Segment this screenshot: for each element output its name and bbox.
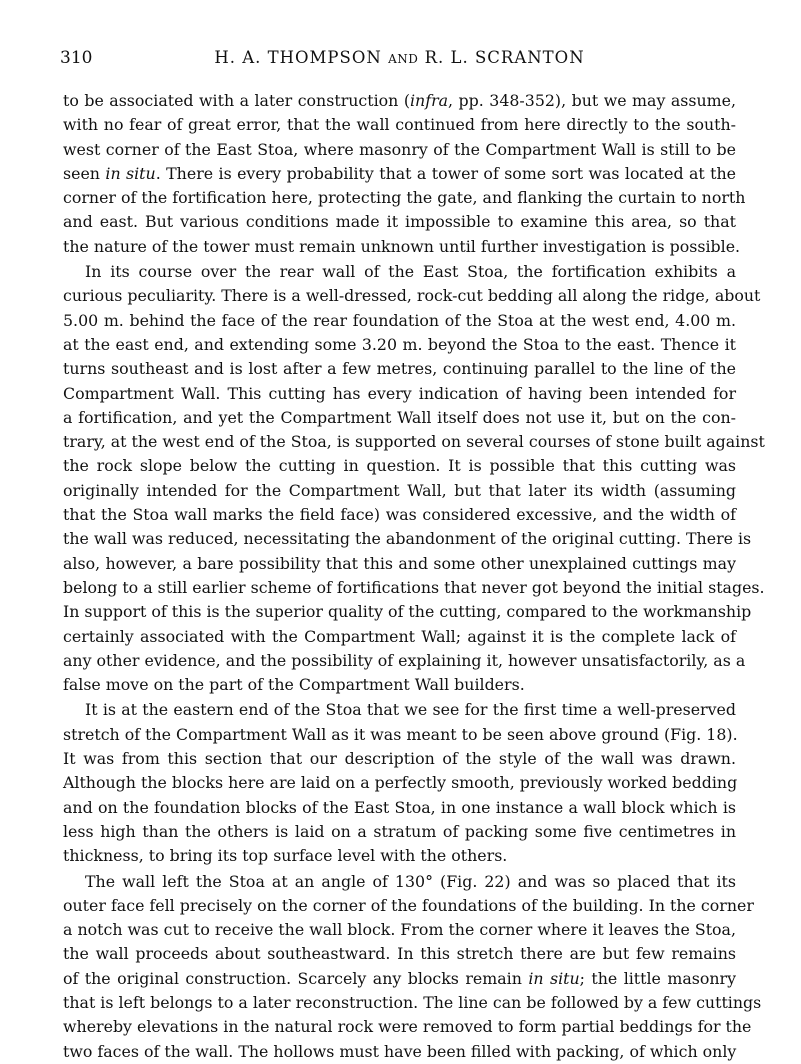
text-line: the rock slope below the cutting in question. It is possible that this cutting was — [63, 456, 736, 476]
paragraph — [63, 870, 762, 1064]
text-line: In support of this is the superior quality of the cutting, compared to the workmanship — [63, 602, 752, 622]
paragraph — [63, 698, 736, 868]
page-header — [60, 48, 739, 74]
author-1: H. A. THOMPSON — [214, 48, 382, 67]
text-line: It was from this section that our description of the style of the wall was drawn. — [63, 749, 736, 769]
text-line: that is left belongs to a later reconstruction. The line can be followed by a few cuttings — [63, 992, 762, 1012]
text-line: turns southeast and is lost after a few metres, continuing parallel to the line of the — [63, 359, 736, 379]
text-line: a notch was cut to receive the wall block. From the corner where it leaves the Stoa, — [63, 920, 736, 940]
text-line: the wall was reduced, necessitating the abandonment of the original cutting. There is — [63, 529, 752, 549]
page-number: 310 — [60, 48, 93, 68]
text-line: false move on the part of the Compartment Wall builders. — [63, 675, 525, 695]
author-2: R. L. SCRANTON — [424, 48, 585, 67]
text-line: curious peculiarity. There is a well-dressed, rock-cut bedding all along the ridge, about — [63, 286, 761, 306]
text-line: Compartment Wall. This cutting has every indication of having been intended for — [63, 383, 736, 403]
text-line: to be associated with a later construction (infra, pp. 348-352), but we may assume, — [63, 91, 737, 110]
text-line: trary, at the west end of the Stoa, is supported on several courses of stone built against — [63, 432, 765, 452]
paragraph — [63, 89, 746, 259]
text-line: stretch of the Compartment Wall as it was meant to be seen above ground (Fig. 18). — [63, 724, 738, 744]
text-line: and east. But various conditions made it impossible to examine this area, so that — [63, 212, 736, 232]
author-conjunction: AND — [388, 52, 419, 66]
text-line: It is at the eastern end of the Stoa that we see for the first time a well-preserved — [85, 700, 736, 720]
text-line: two faces of the wall. The hollows must have been filled with packing, of which only — [63, 1041, 737, 1061]
text-line: and on the foundation blocks of the East Stoa, in one instance a wall block which is — [63, 797, 736, 817]
text-line: of the original construction. Scarcely any blocks remain in situ; the little masonry — [63, 968, 737, 988]
text-line: with no fear of great error, that the wall continued from here directly to the south- — [63, 115, 736, 135]
text-line: belong to a still earlier scheme of fortifications that never got beyond the initial stages. — [63, 577, 765, 597]
body-text — [63, 89, 765, 1064]
text-line: thickness, to bring its top surface level with the others. — [63, 846, 508, 866]
text-line: whereby elevations in the natural rock were removed to form partial beddings for the — [63, 1017, 752, 1037]
text-line: also, however, a bare possibility that this and some other unexplained cuttings may — [63, 553, 736, 573]
text-line: In its course over the rear wall of the East Stoa, the fortification exhibits a — [85, 262, 736, 282]
text-line: that the Stoa wall marks the field face) was considered excessive, and the width of — [63, 505, 736, 525]
text-line: 5.00 m. behind the face of the rear foundation of the Stoa at the west end, 4.00 m. — [63, 310, 736, 330]
text-line: originally intended for the Compartment Wall, but that later its width (assuming — [63, 480, 736, 500]
text-line: corner of the fortification here, protecting the gate, and flanking the curtain to north — [63, 188, 746, 208]
text-line: Although the blocks here are laid on a perfectly smooth, previously worked bedding — [63, 773, 738, 793]
text-line: the wall proceeds about southeastward. In this stretch there are but few remains — [63, 944, 736, 964]
text-line: west corner of the East Stoa, where masonry of the Compartment Wall is still to be — [63, 139, 736, 159]
text-line: outer face fell precisely on the corner of the foundations of the building. In the corner — [63, 895, 754, 915]
running-head — [60, 48, 739, 67]
text-line: the nature of the tower must remain unknown until further investigation is possible. — [63, 236, 741, 256]
text-line: at the east end, and extending some 3.20 m. beyond the Stoa to the east. Thence it — [63, 334, 736, 354]
text-line: The wall left the Stoa at an angle of 130° (Fig. 22) and was so placed that its — [85, 871, 736, 891]
text-line: any other evidence, and the possibility of explaining it, however unsatisfactorily, as a — [63, 650, 746, 670]
text-line: seen in situ. There is every probability that a tower of some sort was located at the — [63, 163, 737, 183]
text-line: a fortification, and yet the Compartment Wall itself does not use it, but on the con- — [63, 407, 736, 427]
text-line: less high than the others is laid on a stratum of packing some five centimetres in — [63, 821, 736, 841]
paragraph — [63, 260, 765, 697]
text-line: certainly associated with the Compartment Wall; against it is the complete lack of — [63, 626, 736, 646]
